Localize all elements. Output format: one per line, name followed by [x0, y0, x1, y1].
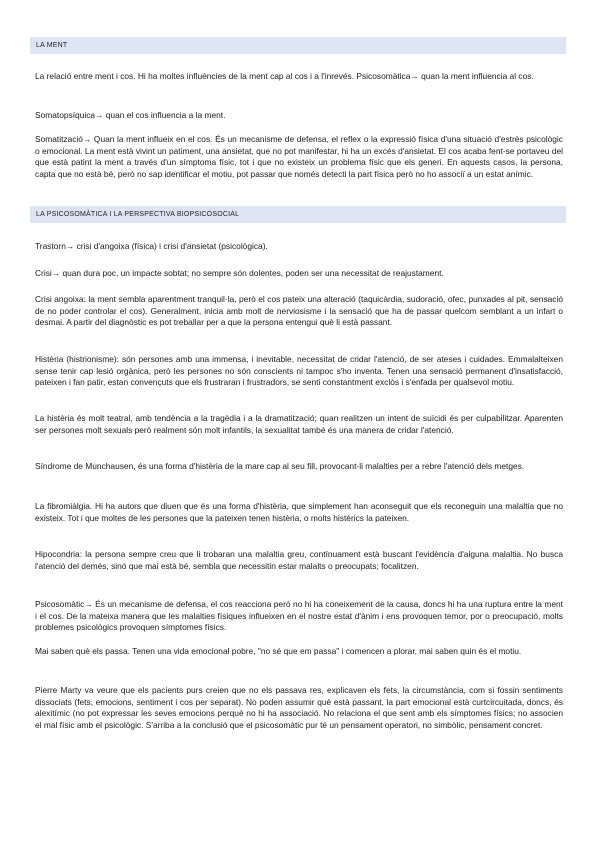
paragraph-crisi: Crisi→ quan dura poc, un impacte sobtat; no sempre són dolentes, poden ser una necessitat de reajustament. [35, 268, 444, 278]
paragraph-munchausen: Síndrome de Munchausen, és una forma d'histèria de la mare cap al seu fill, provocant-li malalties per a rebre l'atenció dels metges. [35, 461, 525, 471]
paragraph-hipocondria: Hipocondria: la persona sempre creu que li trobaran una malaltia greu, contínuament està buscant l'evidència d'alguna malaltia. No busca l'atenció del demés, sinó que mai està bé, sembla que necessitin estar malalts o preocupats; focalitzen. [35, 549, 563, 571]
paragraph-pierre-marty: Pierre Marty va veure que els pacients purs creien que no els passava res, explicaven els fets, la circumstància, com si fossin sentiments dissociats (fets, emocions, sentiment i cos per separat). No poden assumir què està passant, la part emocional està curtcircuitada, doncs, és alexitímic (no pot expressar les seves emocions perquè no hi ha associació. No relaciona el que sent amb els símptomes físics; no associen el mal físic amb el psicològic. S'arriba a la conclusió que el psicosomàtic pur té un pensament operatori, no simbòlic, pensament concret. [35, 685, 563, 730]
section-heading-psicosomatica: LA PSICOSOMÀTICA I LA PERSPECTIVA BIOPSICOSOCIAL [30, 206, 566, 223]
section-heading-la-ment: LA MENT [30, 37, 566, 54]
paragraph-crisi-angoixa: Crisi angoixa: la ment sembla aparentment tranquil·la, però el cos pateix una alteració (taquicàrdia, sudoració, ofec, punxades al pit, sensació de no poder controlar el cos). Generalment, inicia amb molt de nerviosisme i la sensació que ha de passar quelcom semblant a un infart o desmai. A partir del diagnòstic es pot treballar per a que la persona entengui què li està passant. [35, 294, 563, 328]
paragraph-psicosomatic: Psicosomàtic→ És un mecanisme de defensa, el cos reacciona però no hi ha coneixement de la causa, doncs hi ha una ruptura entre la ment i el cos. De la mateixa manera que les malalties físiques influeixen en el nostre estat d'ànim i ens provoquen temor, por o preocupació, molts problemes psicològics provoquen símptomes físics. [35, 599, 563, 633]
paragraph-somatitzacio: Somatització→ Quan la ment influeix en el cos. És un mecanisme de defensa, el reflex o la expressió física d'una situació d'estrès psicològic o emocional. La ment està vivint un patiment, una ansietat, que no pot manifestar, hi ha un excés d'ansietat. El cos acaba fent-se portaveu del que està patint la ment a través d'un símptoma físic, tot i que no existeix un problema físic que els generi. En aquests casos, la persona, capta que no està bé, però no sap identificar el motiu, pot passar que només detecti la part física però no ho associï a un estat anímic. [35, 134, 563, 179]
paragraph-trastorn: Trastorn→ crisi d'angoixa (física) i crisi d'ansietat (psicològica). [35, 241, 268, 251]
paragraph-somatopsiquica: Somatopsíquica→ quan el cos influencia a la ment. [35, 110, 226, 120]
paragraph-histeria-teatral: La histèria és molt teatral, amb tendència a la tragèdia i a la dramatització; quan realitzen un intent de suïcidi és per culpabilitzar. Aparenten ser persones molt sexuals però realment són molt infantils, la sexualitat també és una manera de cridar l'atenció. [35, 413, 563, 435]
paragraph-fibromialgia: La fibromiàlgia. Hi ha autors que diuen que és una forma d'histèria, que simplement han aconseguit que els reconeguin una malaltia que no existeix. Tot i que moltes de les persones que la pateixen tenen histèria, o molts histèrics la pateixen. [35, 501, 563, 523]
paragraph-histeria: Histèria (histrionisme): són persones amb una immensa, i inevitable, necessitat de cridar l'atenció, de ser ateses i cuidades. Emmalalteixen sense tenir cap lesió orgànica, però les persones no són conscients ni tampoc s'ho inventa. Tenen una sensació permanent d'insatisfacció, pateixen i fan patir, estan convençuts que els frustraran i frustradors, se senti constantment exclòs i s'enfada per qualsevol motiu. [35, 354, 563, 388]
paragraph-mai-saben: Mai saben què els passa. Tenen una vida emocional pobre, "no sé que em passa" i comencen a plorar, mai saben quin és el motiu. [35, 646, 522, 656]
paragraph-relacio-ment-cos: La relació entre ment i cos. Hi ha moltes influències de la ment cap al cos i a l'inrevés. Psicosomàtica→ quan la ment influencia al cos. [35, 71, 534, 81]
